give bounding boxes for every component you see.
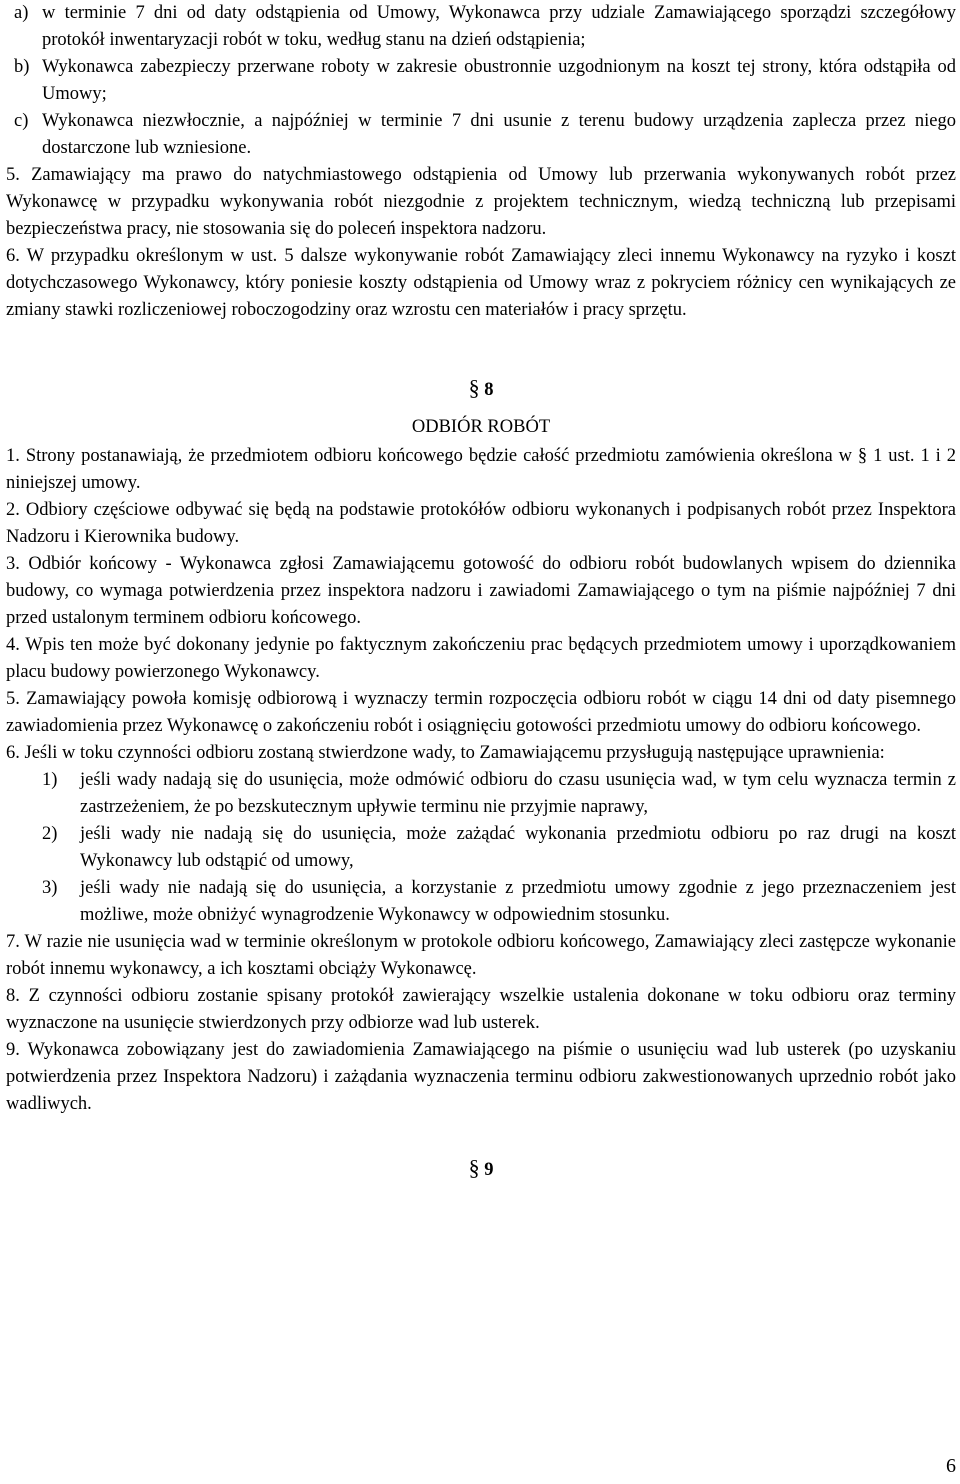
sub-item-label: 1) [42,770,58,790]
s8-paragraph-8: 8. Z czynności odbioru zostanie spisany protokół zawierający wszelkie ustalenia dokonane w toku odbioru oraz terminy wyznaczone na usunięcie stwierdzonych przy odbiorze wad lub usterek. [6,986,956,1033]
section-number: 8 [484,380,494,400]
s8-paragraph-7: 7. W razie nie usunięcia wad w terminie określonym w protokole odbioru końcowego, Zamawiający zleci zastępcze wykonanie robót innemu wykonawcy, a ich kosztami obciąży Wykonawcę. [6,932,956,979]
item-text: w terminie 7 dni od daty odstąpienia od Umowy, Wykonawca przy udziale Zamawiającego sporządzi szczegółowy protokół inwentaryzacji robót w toku, według stanu na dzień odstąpienia; [42,3,956,50]
sub-list-item [6,767,956,821]
sub-item-text: jeśli wady nie nadają się do usunięcia, a korzystanie z przedmiotu umowy zgodnie z jego przeznaczeniem jest możliwe, może obniżyć wynagrodzenie Wykonawcy w odpowiednim stosunku. [80,878,956,925]
item-label: a) [14,3,29,23]
sub-list-item [6,875,956,929]
section-number: 9 [484,1160,494,1180]
s8-paragraph-1: 1. Strony postanawiają, że przedmiotem odbioru końcowego będzie całość przedmiotu zamówienia określona w § 1 ust. 1 i 2 niniejszej umowy. [6,446,956,493]
section-9-heading [6,1154,956,1194]
sub-item-label: 3) [42,878,58,898]
list-item [6,54,956,108]
page-number: 6 [946,1455,956,1477]
sub-item-text: jeśli wady nie nadają się do usunięcia, może zażądać wykonania przedmiotu odbioru po raz drugi na koszt Wykonawcy lub odstąpić od umowy, [80,824,956,871]
document-page [6,0,956,1194]
sub-item-text: jeśli wady nadają się do usunięcia, może odmówić odbioru do czasu usunięcia wad, w tym celu wyznacza termin z zastrzeżeniem, że po bezskutecznym upływie terminu nie przyjmie naprawy, [80,770,956,817]
list-item [6,0,956,54]
section-8-heading [6,374,956,414]
item-label: c) [14,111,29,131]
s8-paragraph-9: 9. Wykonawca zobowiązany jest do zawiadomienia Zamawiającego na piśmie o usunięciu wad lub usterek (po uzyskaniu potwierdzenia przez Inspektora Nadzoru) i zażądania wyznaczenia terminu odbioru zakwestionowanych uprzednio robót jako wadliwych. [6,1040,956,1114]
s8-paragraph-3: 3. Odbiór końcowy - Wykonawca zgłosi Zamawiającemu gotowość do odbioru robót budowlanych wpisem do dziennika budowy, co wymaga potwierdzenia przez inspektora nadzoru i zawiadomi Zamawiającego o tym na piśmie najpóźniej 7 dni przed ustalonym terminem odbioru końcowego. [6,554,956,628]
list-item [6,108,956,162]
paragraph-6: 6. W przypadku określonym w ust. 5 dalsze wykonywanie robót Zamawiający zleci innemu Wykonawcy na ryzyko i koszt dotychczasowego Wykonawcy, który poniesie koszty odstąpienia od Umowy wraz z pokryciem różnicy cen wynikających ze zmiany stawki rozliczeniowej roboczogodziny oraz wzrostu cen materiałów i pracy sprzętu. [6,246,956,320]
sub-item-label: 2) [42,824,58,844]
item-text: Wykonawca zabezpieczy przerwane roboty w zakresie obustronnie uzgodnionym na koszt tej strony, która odstąpiła od Umowy; [42,57,956,104]
sub-list-item [6,821,956,875]
paragraph-5: 5. Zamawiający ma prawo do natychmiastowego odstąpienia od Umowy lub przerwania wykonywanych robót przez Wykonawcę w przypadku wykonywania robót niezgodnie z projektem technicznym, wiedzą techniczną lub przepisami bezpieczeństwa pracy, nie stosowania się do poleceń inspektora nadzoru. [6,165,956,239]
section-symbol: § [468,375,480,400]
s8-paragraph-6: 6. Jeśli w toku czynności odbioru zostaną stwierdzone wady, to Zamawiającemu przysługują następujące uprawnienia: [6,743,885,763]
item-text: Wykonawca niezwłocznie, a najpóźniej w terminie 7 dni usunie z terenu budowy urządzenia zaplecza przez niego dostarczone lub wzniesione. [42,111,956,158]
s8-paragraph-2: 2. Odbiory częściowe odbywać się będą na podstawie protokółów odbioru wykonanych i podpisanych robót przez Inspektora Nadzoru i Kierownika budowy. [6,500,956,547]
section-symbol: § [468,1155,480,1180]
item-label: b) [14,57,30,77]
s8-paragraph-4: 4. Wpis ten może być dokonany jedynie po faktycznym zakończeniu prac będących przedmiotem umowy i uporządkowaniem placu budowy powierzonego Wykonawcy. [6,635,956,682]
s8-paragraph-5: 5. Zamawiający powoła komisję odbiorową i wyznaczy termin rozpoczęcia odbioru robót w ciągu 14 dni od daty pisemnego zawiadomienia przez Wykonawcę o zakończeniu robót i osiągnięciu gotowości przedmiotu umowy do odbioru końcowego. [6,689,956,736]
section-8-title: ODBIÓR ROBÓT [411,417,551,437]
